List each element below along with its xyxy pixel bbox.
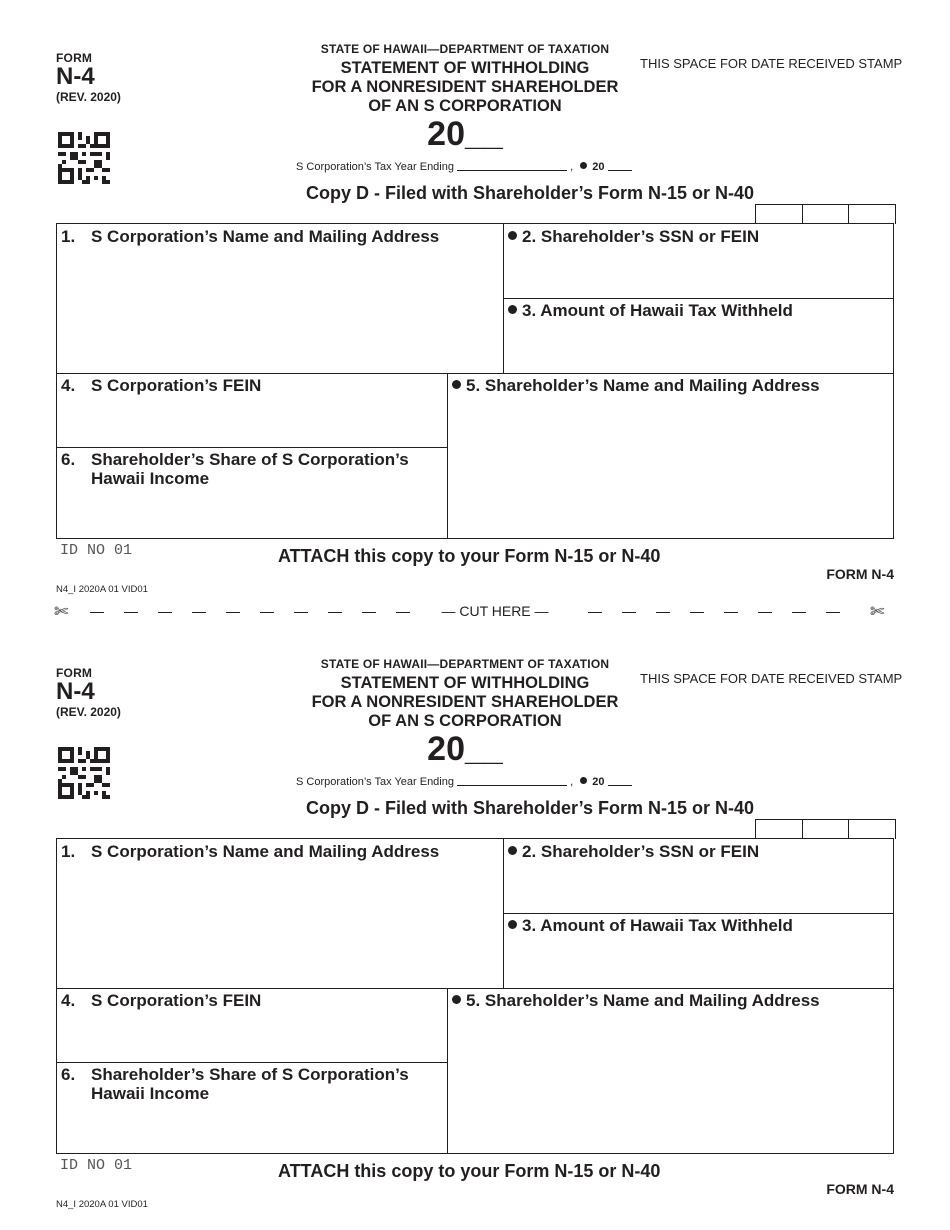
office-use-boxes — [755, 204, 896, 224]
field-3-hawaii-tax-withheld[interactable] — [508, 301, 793, 320]
office-use-box — [756, 205, 802, 224]
field-6-shareholder-share-income[interactable] — [61, 1065, 409, 1103]
field-2-shareholder-ssn[interactable] — [508, 227, 759, 246]
cut-dash — [362, 612, 376, 613]
field-number: 4. — [61, 376, 76, 395]
bullet-icon — [508, 305, 517, 314]
divider — [447, 988, 448, 1153]
agency-name: STATE OF HAWAII—DEPARTMENT OF TAXATION — [320, 657, 610, 671]
form-code: N4_I 2020A 01 VID01 — [56, 1199, 148, 1210]
form-fields-grid — [56, 223, 894, 539]
cut-dash — [690, 612, 704, 613]
field-label: S Corporation’s FEIN — [91, 991, 262, 1010]
field-4-sc-fein[interactable] — [61, 376, 261, 395]
copy-label: Copy D - Filed with Shareholder’s Form N-15 or N-40 — [305, 183, 755, 203]
field-label: S Corporation’s Name and Mailing Address — [91, 842, 440, 861]
form-title-line: FOR A NONRESIDENT SHAREHOLDER — [311, 693, 619, 711]
attach-instruction: ATTACH this copy to your Form N-15 or N-40 — [278, 546, 661, 566]
form-word: FORM — [56, 666, 93, 680]
cut-dash — [622, 612, 636, 613]
cut-dash — [588, 612, 602, 613]
cut-dash — [294, 612, 308, 613]
bullet-icon — [452, 380, 461, 389]
bullet-icon — [508, 231, 517, 240]
field-3-hawaii-tax-withheld[interactable] — [508, 916, 793, 935]
id-number: ID NO 01 — [60, 542, 133, 559]
agency-name: STATE OF HAWAII—DEPARTMENT OF TAXATION — [320, 42, 610, 56]
cut-dash — [758, 612, 772, 613]
field-number: 1. — [61, 227, 76, 246]
bullet-icon — [508, 920, 517, 929]
office-use-box — [848, 205, 895, 224]
form-number: N-4 — [56, 678, 95, 705]
field-label: S Corporation’s Name and Mailing Address — [91, 227, 440, 246]
field-label: 3. Amount of Hawaii Tax Withheld — [522, 301, 793, 320]
bullet-icon — [580, 162, 587, 169]
form-code: N4_I 2020A 01 VID01 — [56, 584, 148, 595]
bullet-icon — [452, 995, 461, 1004]
field-5-shareholder-name-address[interactable] — [452, 991, 820, 1010]
office-use-box — [802, 205, 849, 224]
cut-dash — [260, 612, 274, 613]
tax-year-prefix: 20 — [592, 161, 605, 173]
divider — [57, 988, 893, 989]
qr-code-icon — [58, 132, 110, 184]
footer-form-name: FORM N-4 — [826, 566, 894, 582]
form-title-line: FOR A NONRESIDENT SHAREHOLDER — [311, 78, 619, 96]
cut-dash — [124, 612, 138, 613]
cut-here-label: — CUT HERE — — [441, 603, 549, 619]
tax-year-suffix-field[interactable] — [608, 777, 632, 786]
field-number: 4. — [61, 991, 76, 1010]
tax-year-prefix: 20 — [592, 776, 605, 788]
tax-year-heading: 20__ — [427, 730, 503, 768]
divider — [503, 298, 893, 299]
field-5-shareholder-name-address[interactable] — [452, 376, 820, 395]
field-label: Hawaii Income — [91, 1084, 210, 1103]
cut-dash — [192, 612, 206, 613]
field-4-sc-fein[interactable] — [61, 991, 261, 1010]
form-revision: (REV. 2020) — [56, 705, 121, 719]
tax-year-suffix-field[interactable] — [608, 162, 632, 171]
cut-dash — [226, 612, 240, 613]
tax-year-ending-field[interactable] — [457, 162, 567, 171]
tax-year-ending-field[interactable] — [457, 777, 567, 786]
form-header — [245, 42, 685, 152]
field-number: 6. — [61, 450, 76, 469]
date-stamp-area: THIS SPACE FOR DATE RECEIVED STAMP — [640, 671, 903, 686]
field-number: 6. — [61, 1065, 76, 1084]
field-label: Hawaii Income — [91, 469, 210, 488]
cut-dash — [792, 612, 806, 613]
cut-dash — [396, 612, 410, 613]
date-stamp-area: THIS SPACE FOR DATE RECEIVED STAMP — [640, 56, 903, 71]
bullet-icon — [580, 777, 587, 784]
form-number: N-4 — [56, 63, 95, 90]
field-1-sc-name-address[interactable] — [61, 227, 439, 246]
field-label: 2. Shareholder’s SSN or FEIN — [522, 842, 760, 861]
divider — [503, 913, 893, 914]
id-number: ID NO 01 — [60, 1157, 133, 1174]
tax-year-ending-label: S Corporation’s Tax Year Ending — [296, 776, 454, 788]
form-fields-grid — [56, 838, 894, 1154]
cut-dash — [656, 612, 670, 613]
field-label: 3. Amount of Hawaii Tax Withheld — [522, 916, 793, 935]
field-number: 1. — [61, 842, 76, 861]
form-title-line: STATEMENT OF WITHHOLDING — [340, 59, 590, 77]
form-revision: (REV. 2020) — [56, 90, 121, 104]
field-1-sc-name-address[interactable] — [61, 842, 439, 861]
form-identifier — [56, 667, 121, 718]
cut-dash — [724, 612, 738, 613]
office-use-box — [756, 820, 802, 839]
divider — [57, 447, 447, 448]
attach-instruction: ATTACH this copy to your Form N-15 or N-40 — [278, 1161, 661, 1181]
field-label: 5. Shareholder’s Name and Mailing Address — [466, 376, 820, 395]
field-6-shareholder-share-income[interactable] — [61, 450, 409, 488]
form-title-line: STATEMENT OF WITHHOLDING — [340, 674, 590, 692]
tax-year-ending-label: S Corporation’s Tax Year Ending — [296, 161, 454, 173]
form-identifier — [56, 52, 121, 103]
cut-dash — [826, 612, 840, 613]
field-label: 2. Shareholder’s SSN or FEIN — [522, 227, 760, 246]
cut-dash — [90, 612, 104, 613]
divider — [57, 373, 893, 374]
field-2-shareholder-ssn[interactable] — [508, 842, 759, 861]
form-word: FORM — [56, 51, 93, 65]
footer-form-name: FORM N-4 — [826, 1181, 894, 1197]
bullet-icon — [508, 846, 517, 855]
field-label: Shareholder’s Share of S Corporation’s — [91, 450, 409, 469]
office-use-box — [802, 820, 849, 839]
field-label: 5. Shareholder’s Name and Mailing Address — [466, 991, 820, 1010]
tax-year-ending: S Corporation’s Tax Year Ending , 20 — [296, 776, 632, 788]
office-use-box — [848, 820, 895, 839]
form-copy-2 — [0, 615, 950, 1230]
form-header — [245, 657, 685, 767]
field-label: S Corporation’s FEIN — [91, 376, 262, 395]
qr-code-icon — [58, 747, 110, 799]
divider — [447, 373, 448, 538]
cut-dash — [158, 612, 172, 613]
copy-label: Copy D - Filed with Shareholder’s Form N-15 or N-40 — [305, 798, 755, 818]
scissors-icon: ✄ — [54, 602, 69, 621]
field-label: Shareholder’s Share of S Corporation’s — [91, 1065, 409, 1084]
divider — [57, 1062, 447, 1063]
office-use-boxes — [755, 819, 896, 839]
form-title-line: OF AN S CORPORATION — [368, 97, 562, 115]
tax-year-ending: S Corporation’s Tax Year Ending , 20 — [296, 161, 632, 173]
form-title-line: OF AN S CORPORATION — [368, 712, 562, 730]
scissors-icon: ✄ — [870, 602, 885, 621]
tax-year-heading: 20__ — [427, 115, 503, 153]
cut-dash — [328, 612, 342, 613]
